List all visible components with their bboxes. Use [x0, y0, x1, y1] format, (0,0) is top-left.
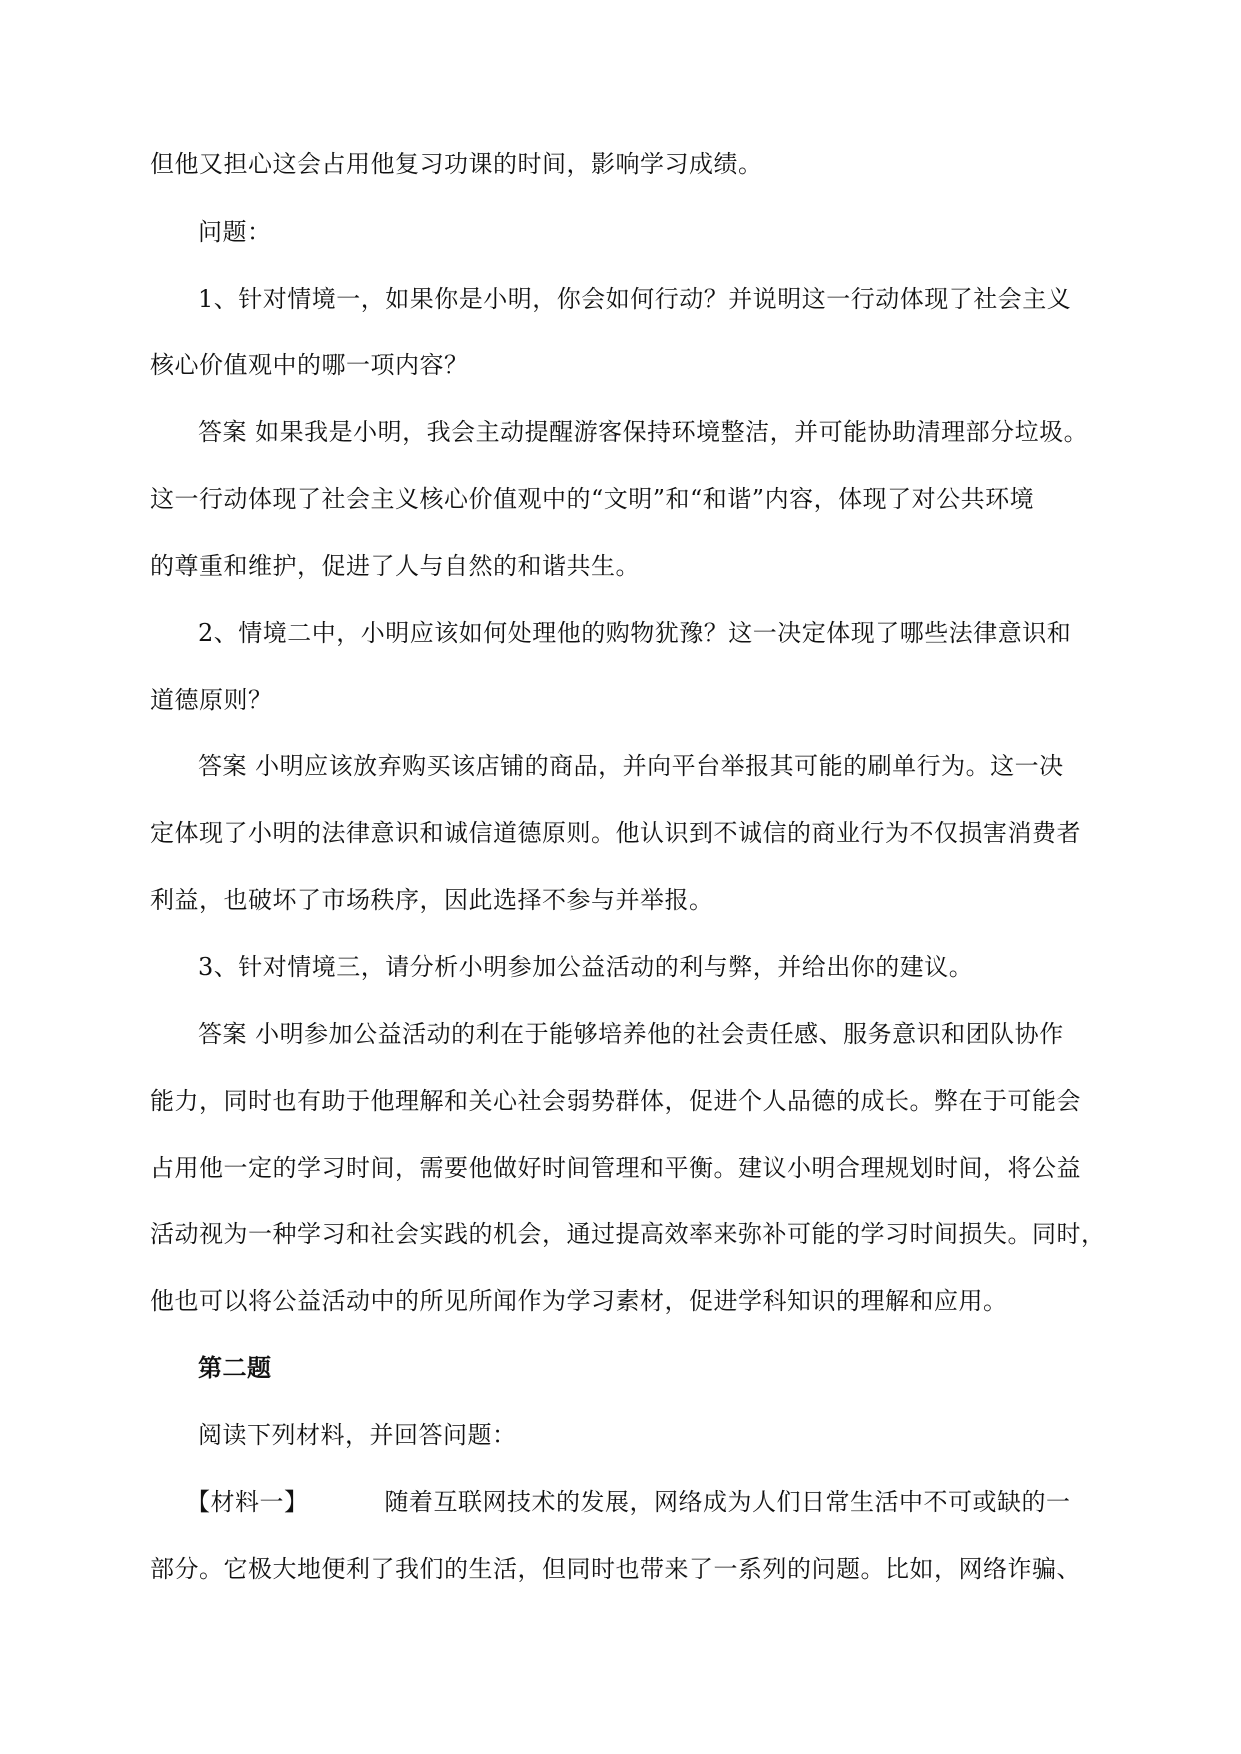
material-1-line-2: 部分。它极大地便利了我们的生活，但同时也带来了一系列的问题。比如，网络诈骗、 — [150, 1555, 1081, 1583]
answer-2-line-3: 利益，也破坏了市场秩序，因此选择不参与并举报。 — [150, 886, 714, 914]
answer-2-line-1: 答案 小明应该放弃购买该店铺的商品，并向平台举报其可能的刷单行为。这一决 — [198, 752, 1064, 780]
answer-3-line-1: 答案 小明参加公益活动的利在于能够培养他的社会责任感、服务意识和团队协作 — [198, 1020, 1064, 1048]
answer-1-line-2: 这一行动体现了社会主义核心价值观中的“文明”和“和谐”内容，体现了对公共环境 — [150, 485, 1035, 513]
material-1-line-1 — [186, 1487, 1071, 1517]
answer-3-line-4: 活动视为一种学习和社会实践的机会，通过提高效率来弥补可能的学习时间损失。同时， — [150, 1220, 1106, 1248]
answer-1-line-1: 答案 如果我是小明，我会主动提醒游客保持环境整洁，并可能协助清理部分垃圾。 — [198, 418, 1089, 446]
answer-3-line-2: 能力，同时也有助于他理解和关心社会弱势群体，促进个人品德的成长。弊在于可能会 — [150, 1087, 1081, 1115]
material-label: 【材料一】 — [186, 1488, 309, 1516]
questions-heading: 问题： — [198, 218, 272, 246]
question-2-line-1: 2、情境二中，小明应该如何处理他的购物犹豫？这一决定体现了哪些法律意识和 — [198, 619, 1072, 647]
question-1-line-1: 1、针对情境一，如果你是小明，你会如何行动？并说明这一行动体现了社会主义 — [198, 285, 1072, 313]
answer-3-line-3: 占用他一定的学习时间，需要他做好时间管理和平衡。建议小明合理规划时间，将公益 — [150, 1154, 1081, 1182]
body-text-line: 但他又担心这会占用他复习功课的时间，影响学习成绩。 — [150, 150, 763, 178]
section-heading: 第二题 — [198, 1353, 272, 1382]
instruction-text: 阅读下列材料，并回答问题： — [198, 1421, 517, 1449]
answer-2-line-2: 定体现了小明的法律意识和诚信道德原则。他认识到不诚信的商业行为不仅损害消费者 — [150, 819, 1081, 847]
answer-1-line-3: 的尊重和维护，促进了人与自然的和谐共生。 — [150, 552, 640, 580]
question-1-line-2: 核心价值观中的哪一项内容？ — [150, 351, 469, 379]
answer-3-line-5: 他也可以将公益活动中的所见所闻作为学习素材，促进学科知识的理解和应用。 — [150, 1287, 1008, 1315]
question-3: 3、针对情境三，请分析小明参加公益活动的利与弊，并给出你的建议。 — [198, 953, 974, 981]
material-text: 随着互联网技术的发展，网络成为人们日常生活中不可或缺的一 — [384, 1488, 1071, 1516]
question-2-line-2: 道德原则？ — [150, 686, 273, 714]
